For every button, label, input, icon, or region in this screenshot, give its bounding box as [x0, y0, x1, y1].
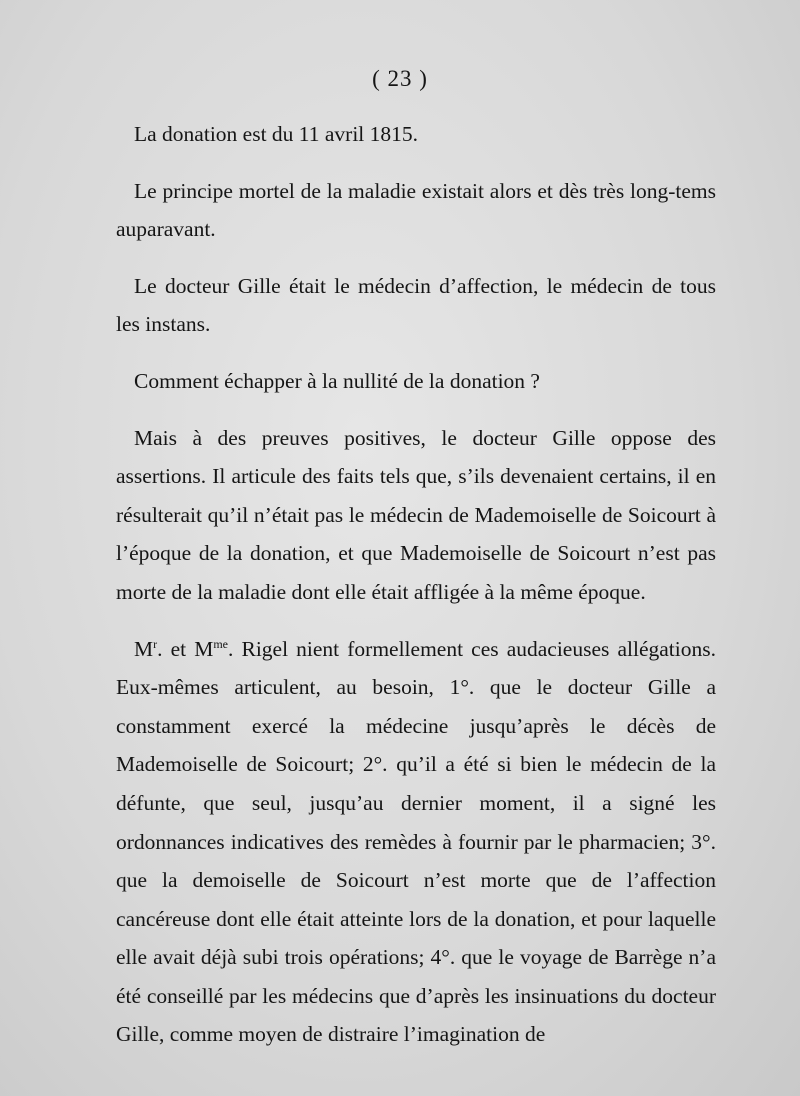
- paragraph-6: $M^r$. et $M^{me}$. Rigel nient formellement ces audacieuses allégations. Eux-mêmes articulent, au besoin, 1°. que le docteur Gille a constamment exercé la médecine jusqu’après le décès de Mademoiselle de Soicourt; 2°. qu’il a été si bien le médecin de la défunte, que seul, jusqu’au dernier moment, il a signé les ordonnances indicatives des remèdes à fournir par le pharmacien; 3°. que la demoiselle de Soicourt n’est morte que de l’affection cancéreuse dont elle était atteinte lors de la donation, et pour laquelle elle avait déjà subi trois opérations; 4°. que le voyage de Barrège n’a été conseillé par les médecins que d’après les insinuations du docteur Gille, comme moyen de distraire l’imagination de: [116, 636, 716, 1047]
- paragraph-3: Le docteur Gille était le médecin d’affection, le médecin de tous les instans.: [116, 273, 716, 337]
- body-text: [116, 115, 716, 1072]
- paragraph-1: La donation est du 11 avril 1815.: [134, 122, 419, 146]
- abbr-madame: $M^{me}$: [194, 636, 229, 661]
- paragraph-2: Le principe mortel de la maladie existait alors et dès très long-tems auparavant.: [116, 178, 716, 242]
- paragraph-5: Mais à des preuves positives, le docteur Gille oppose des assertions. Il articule des faits tels que, s’ils devenaient certains, il en résulterait qu’il n’était pas le médecin de Mademoiselle de Soicourt à l’époque de la donation, et que Mademoiselle de Soicourt n’est pas morte de la maladie dont elle était affligée à la même époque.: [116, 425, 716, 604]
- abbr-monsieur: $M^r$: [134, 636, 158, 661]
- page-number: ( 23 ): [372, 66, 428, 91]
- paragraph-4: Comment échapper à la nullité de la donation ?: [134, 368, 540, 393]
